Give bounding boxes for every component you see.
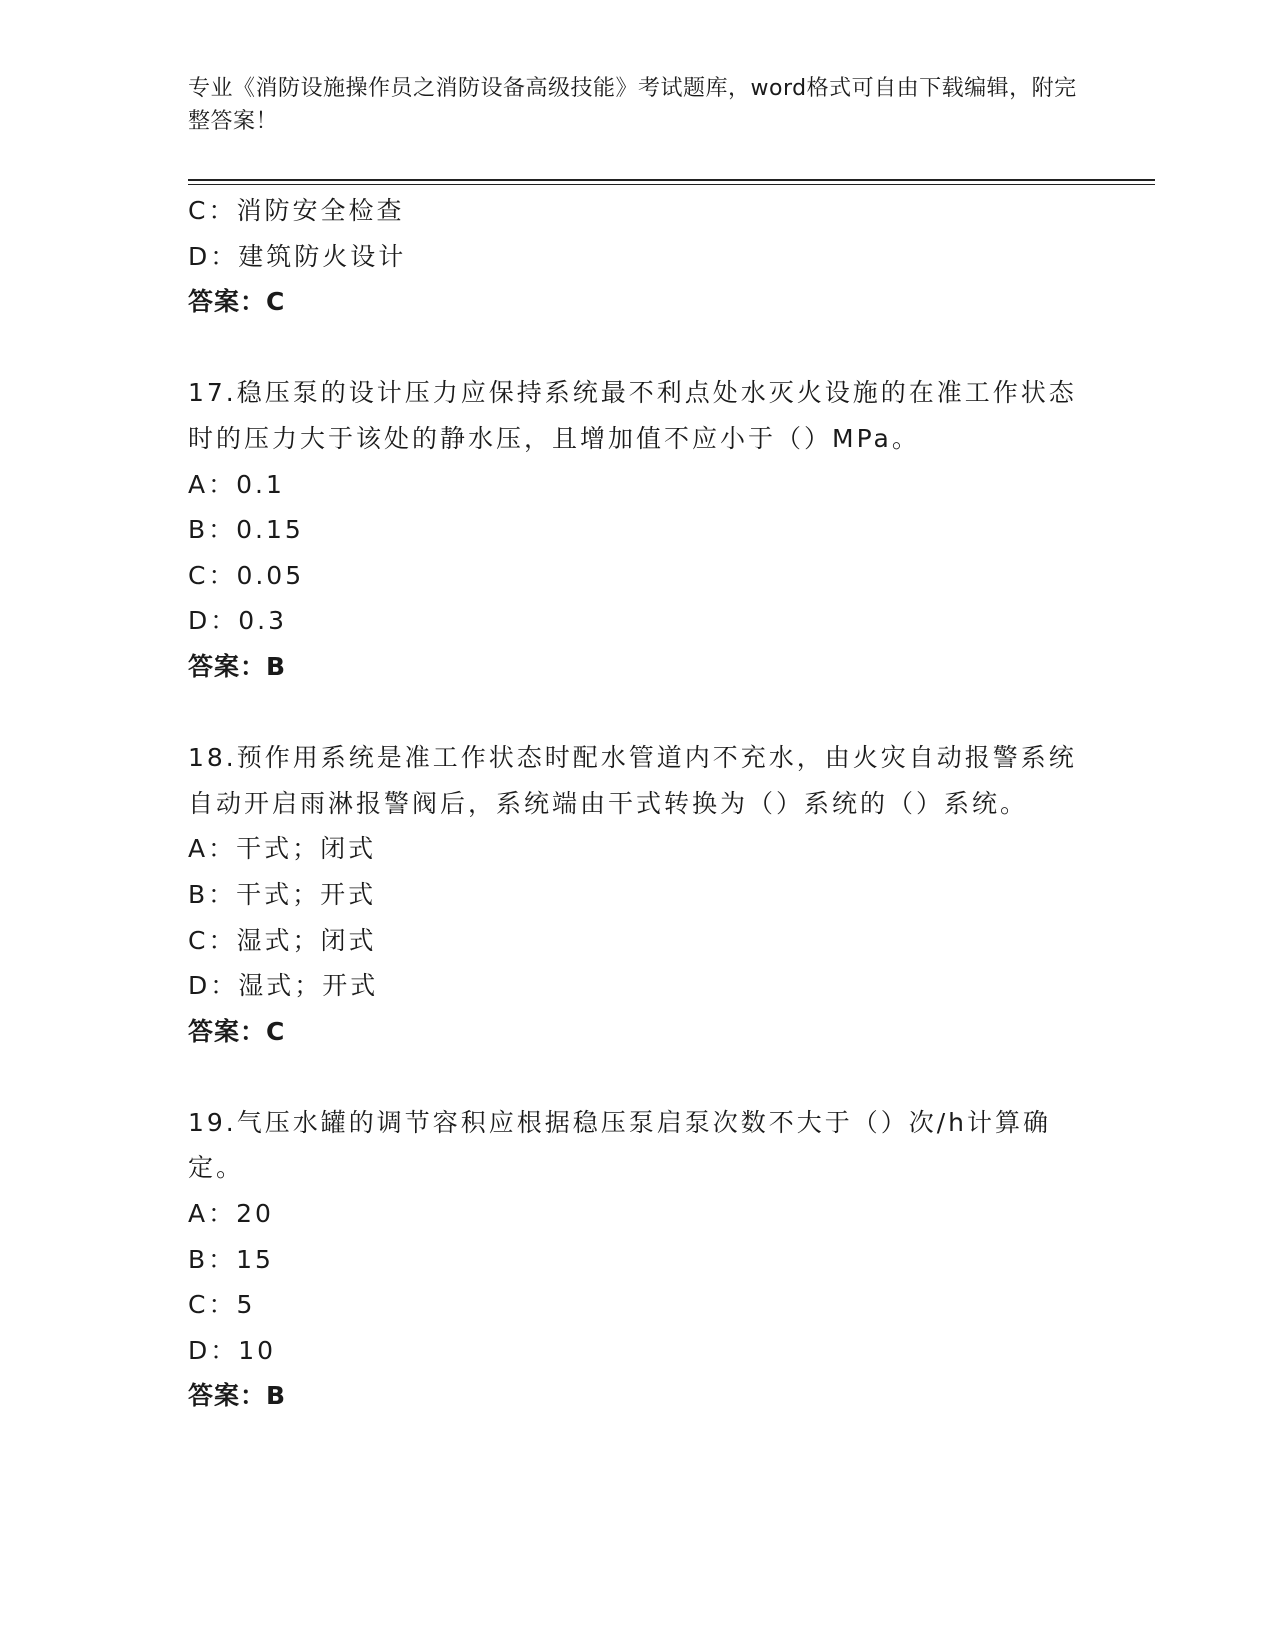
option-b: B：15 bbox=[188, 1244, 274, 1274]
option-a: A：0.1 bbox=[188, 469, 285, 499]
question-stem-18: 18.预作用系统是准工作状态时配水管道内不充水，由火灾自动报警系统自动开启雨淋报警阀后，系统端由干式转换为（）系统的（）系统。 bbox=[188, 743, 1077, 818]
header-rule-thick bbox=[188, 179, 1155, 181]
option-c: C：湿式；闭式 bbox=[188, 925, 377, 955]
option-a: A：干式；闭式 bbox=[188, 834, 377, 864]
spacer bbox=[188, 325, 1088, 371]
option-c: C：0.05 bbox=[188, 560, 305, 590]
option-b: B：0.15 bbox=[188, 515, 304, 545]
option-c: C：5 bbox=[188, 1290, 256, 1320]
spacer bbox=[188, 690, 1088, 736]
option-d: D：10 bbox=[188, 1335, 277, 1365]
question-stem-19: 19.气压水罐的调节容积应根据稳压泵启泵次数不大于（）次/h计算确定。 bbox=[188, 1107, 1052, 1183]
option-d: D：建筑防火设计 bbox=[188, 241, 407, 271]
option-d: D：湿式；开式 bbox=[188, 971, 379, 1001]
option-c: C：消防安全检查 bbox=[188, 196, 405, 225]
option-d: D：0.3 bbox=[188, 606, 288, 636]
answer-line: 答案：B bbox=[188, 1381, 287, 1411]
answer-line: 答案：C bbox=[188, 287, 286, 317]
answer-line: 答案：C bbox=[188, 1016, 286, 1046]
question-content bbox=[188, 188, 1088, 1419]
header-rule-thin bbox=[188, 184, 1155, 185]
option-a: A：20 bbox=[188, 1199, 274, 1229]
answer-line: 答案：B bbox=[188, 651, 287, 681]
page-header: 专业《消防设施操作员之消防设备高级技能》考试题库，word格式可自由下载编辑，附完整答案！ bbox=[188, 76, 1077, 134]
question-stem-17: 17.稳压泵的设计压力应保持系统最不利点处水灭火设施的在准工作状态时的压力大于该处的静水压，且增加值不应小于（）MPa。 bbox=[188, 378, 1077, 453]
spacer bbox=[188, 1054, 1088, 1100]
option-b: B：干式；开式 bbox=[188, 879, 377, 909]
